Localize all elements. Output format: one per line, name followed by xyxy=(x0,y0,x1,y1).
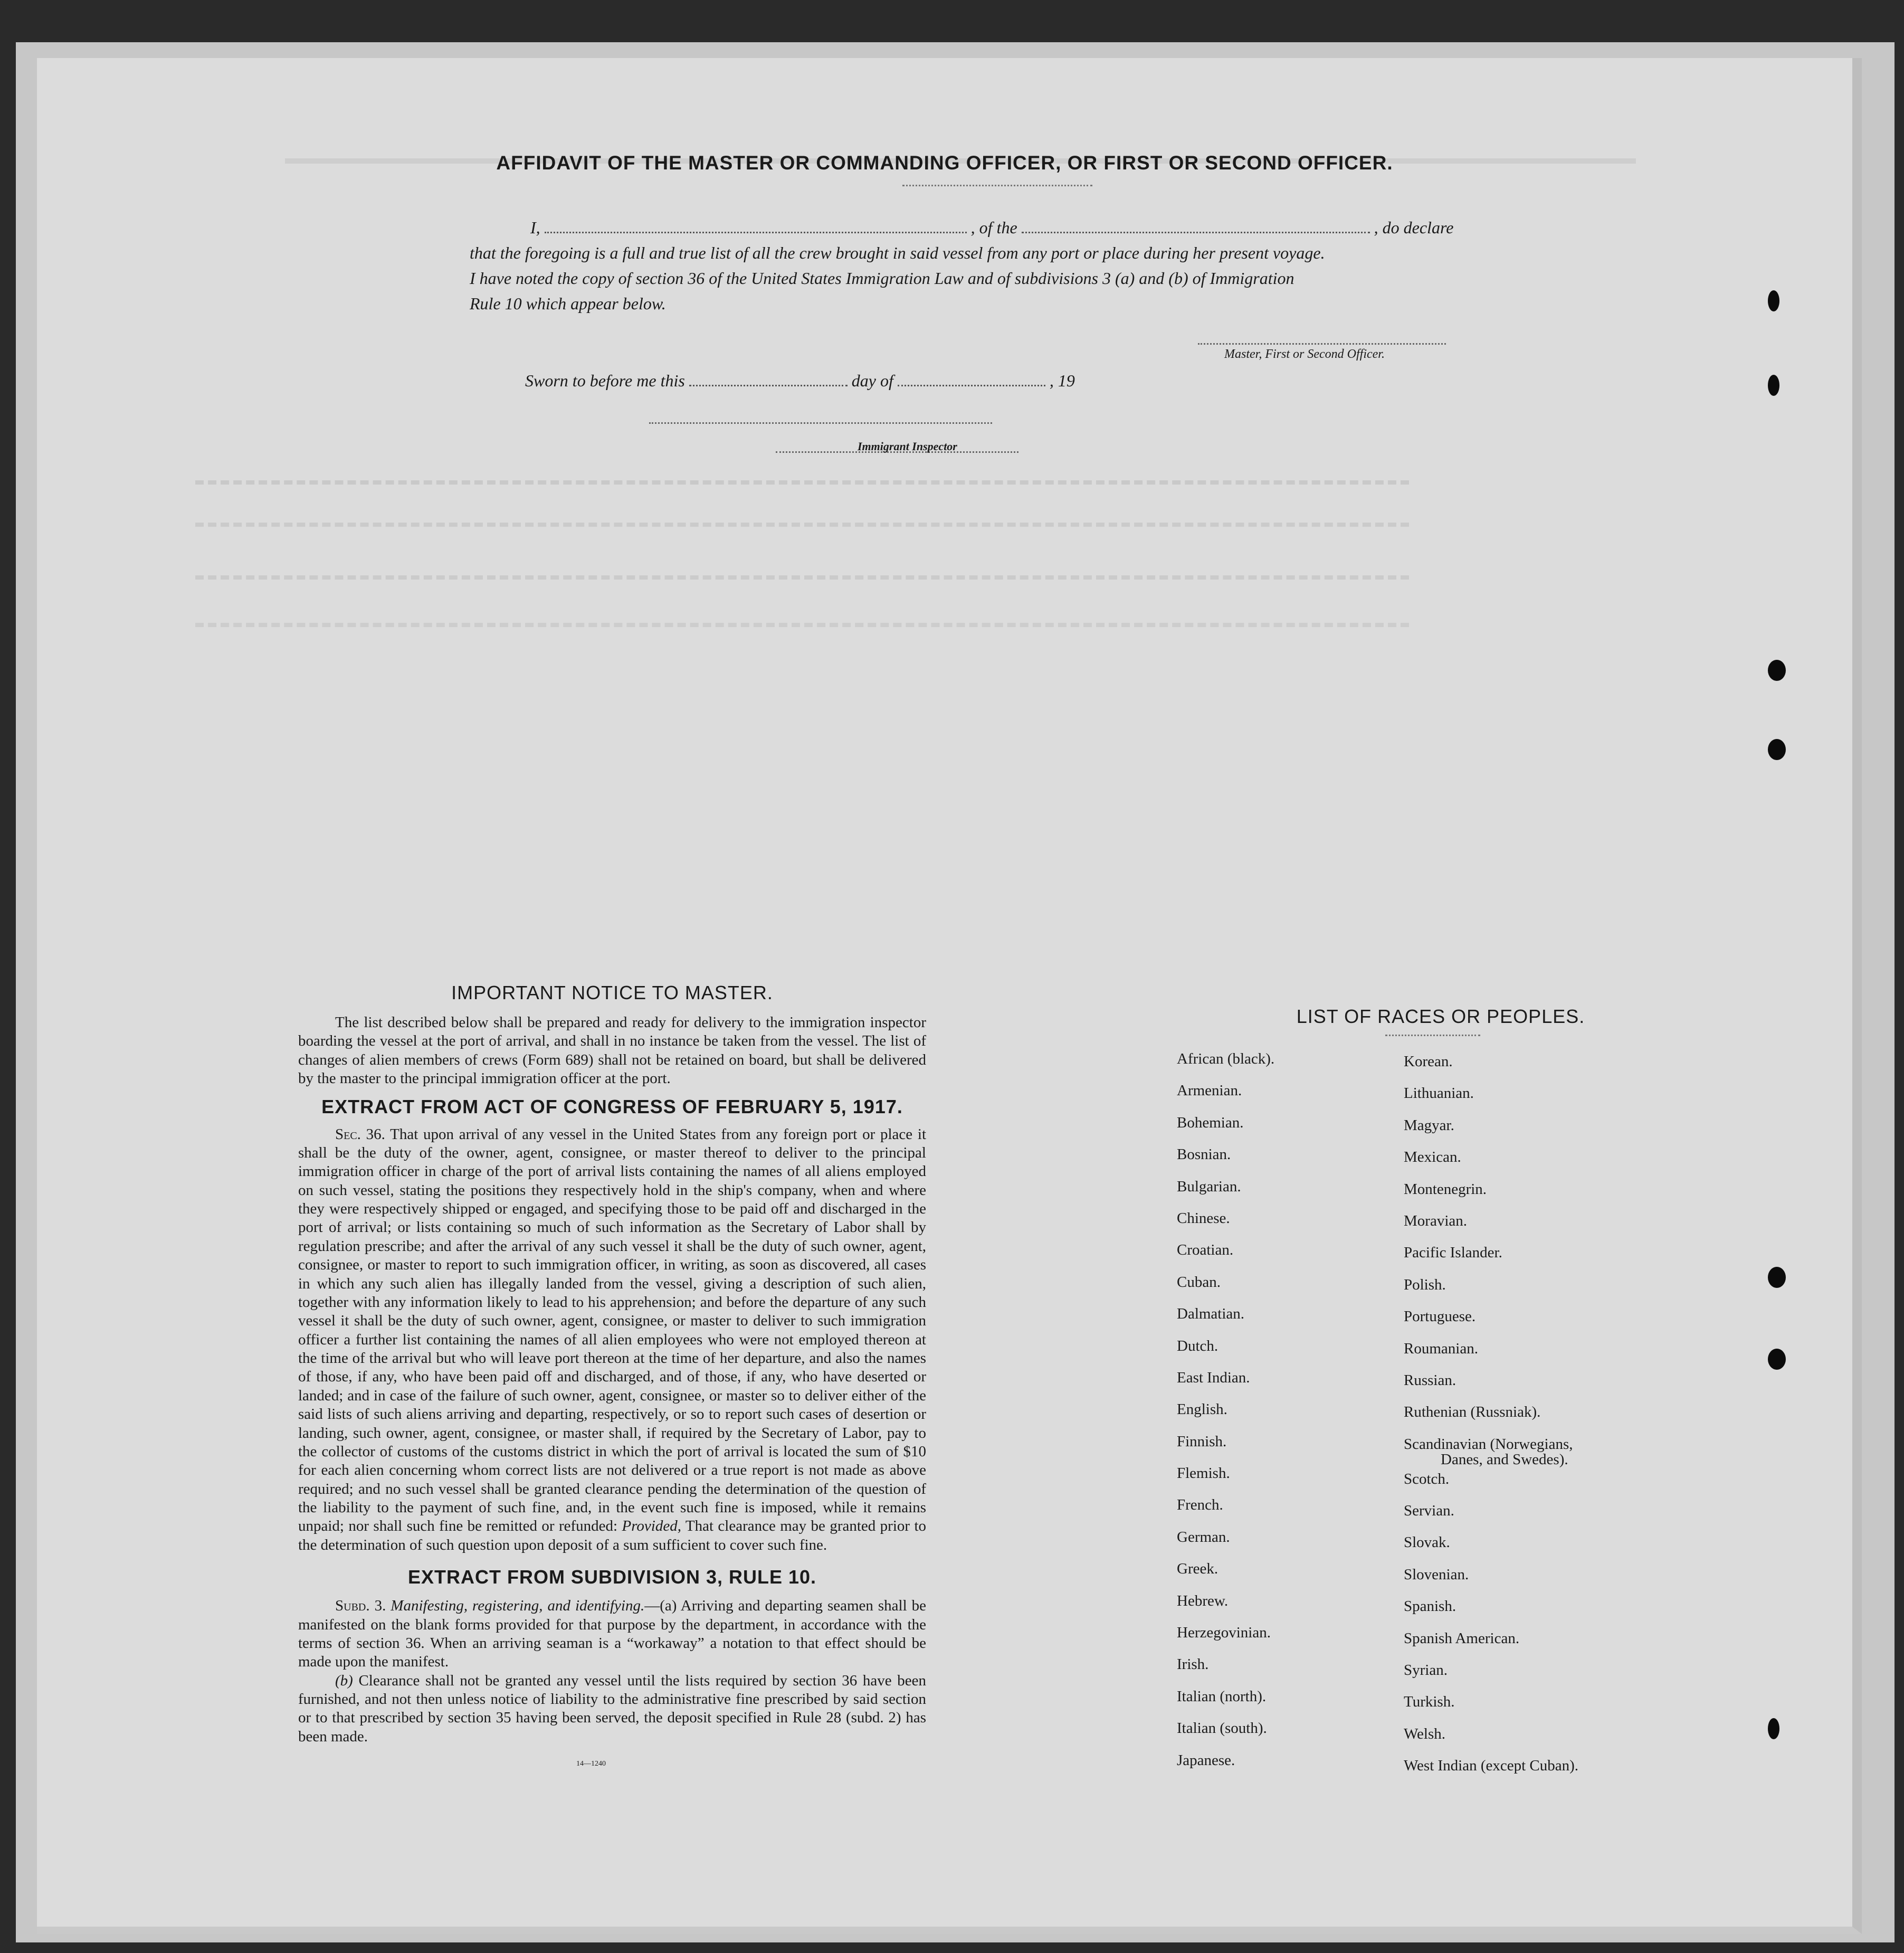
affidavit-of-the: , of the xyxy=(970,218,1017,237)
race-item: Italian (north). xyxy=(1177,1687,1267,1705)
punch-hole xyxy=(1768,375,1779,396)
subd-3-a-text: —(a) Arriving and departing seamen shall be manifested on the blank forms provided for that purpose by the department, in accordance with the terms of section 36. When an arriving seaman is a “workaway” a notation to that effect should be made upon the manifest. xyxy=(298,1597,926,1671)
race-item: Armenian. xyxy=(1177,1082,1242,1099)
provided-word: Provided, xyxy=(622,1518,681,1535)
day-of-label: day of xyxy=(851,371,893,390)
race-item: Chinese. xyxy=(1177,1209,1230,1227)
sec-36-tail: That clearance may be granted prior to the determination of such question upon deposit of a sum sufficient to cover such fine. xyxy=(298,1518,926,1553)
race-item: French. xyxy=(1177,1496,1223,1514)
race-item: Scotch. xyxy=(1404,1470,1450,1487)
year-label: , 19 xyxy=(1049,371,1075,390)
race-item: Moravian. xyxy=(1404,1212,1467,1229)
subd-3-b-text: Clearance shall not be granted any vessel until the lists required by section 36 have been furnished, and not then unless notice of liability to the administrative fine prescribed by said section or to that prescribed by section 35 having been served, the deposit specified in Rule 28 (subd. 2) has been made. xyxy=(298,1672,927,1745)
race-item: East Indian. xyxy=(1177,1369,1250,1386)
race-item: Herzegovinian. xyxy=(1177,1624,1271,1642)
affidavit-i: I, xyxy=(530,218,540,237)
race-item: Bulgarian. xyxy=(1177,1178,1241,1195)
race-item: Spanish. xyxy=(1404,1598,1456,1615)
race-item: Italian (south). xyxy=(1177,1720,1267,1737)
notice-body xyxy=(298,1013,926,1088)
race-item: Cuban. xyxy=(1177,1273,1221,1291)
inspector-label: Immigrant Inspector xyxy=(858,440,957,453)
race-item: Turkish. xyxy=(1404,1693,1455,1711)
race-item: Dalmatian. xyxy=(1177,1305,1245,1323)
affidavit-line-3: I have noted the copy of section 36 of the United States Immigration Law and of subdivisions 3 (a) and (b) of Immigration xyxy=(470,269,1294,288)
race-item: Syrian. xyxy=(1404,1662,1448,1679)
act-extract-title: EXTRACT FROM ACT OF CONGRESS OF FEBRUARY 5, 1917. xyxy=(321,1095,903,1117)
act-extract-body xyxy=(298,1125,926,1555)
race-item: Finnish. xyxy=(1177,1433,1227,1450)
punch-hole xyxy=(1768,290,1779,311)
notice-text: The list described below shall be prepared and ready for delivery to the immigration inspector boarding the vessel at the port of arrival, and shall in no instance be taken from the vessel. The list of changes of alien members of crews (Form 689) shall not be retained on board, but shall be delivered by the master to the principal immigration officer at the port. xyxy=(298,1014,926,1087)
affidavit-line-2: that the foregoing is a full and true list of all the crew brought in said vessel from any port or place during her present voyage. xyxy=(470,243,1325,262)
race-item: Irish. xyxy=(1177,1656,1209,1673)
race-item: Bohemian. xyxy=(1177,1114,1244,1131)
race-item: Welsh. xyxy=(1404,1725,1446,1742)
race-item: Slovak. xyxy=(1404,1534,1450,1551)
month-field[interactable] xyxy=(898,385,1045,386)
race-item: Slovenian. xyxy=(1404,1566,1469,1583)
bleed-through-row xyxy=(195,523,1409,537)
bleed-through-row xyxy=(195,623,1409,638)
races-title: LIST OF RACES OR PEOPLES. xyxy=(1296,1006,1585,1027)
sworn-label: Sworn to before me this xyxy=(525,371,685,390)
race-item: Lithuanian. xyxy=(1404,1085,1474,1102)
master-signature-line[interactable] xyxy=(1198,343,1446,345)
race-item: Croatian. xyxy=(1177,1241,1234,1259)
punch-hole xyxy=(1768,1349,1786,1370)
notice-section xyxy=(298,982,926,1768)
race-item: Servian. xyxy=(1404,1502,1454,1520)
subd-3-label: Subd. 3. xyxy=(335,1597,386,1615)
master-name-field[interactable] xyxy=(545,232,967,233)
race-item: Scandinavian (Norwegians, Danes, and Swedes). xyxy=(1404,1436,1678,1471)
race-item: African (black). xyxy=(1177,1050,1275,1067)
race-item: Ruthenian (Russniak). xyxy=(1404,1404,1541,1421)
race-item: Flemish. xyxy=(1177,1465,1230,1482)
affidavit-title: AFFIDAVIT OF THE MASTER OR COMMANDING OFFICER, OR FIRST OR SECOND OFFICER. xyxy=(496,152,1393,174)
master-signature-label: Master, First or Second Officer. xyxy=(1224,347,1385,361)
race-item: Spanish American. xyxy=(1404,1629,1520,1647)
race-item-continuation: Danes, and Swedes). xyxy=(1441,1450,1568,1468)
affidavit-line-1 xyxy=(530,216,1533,239)
races-title-underline xyxy=(1385,1035,1480,1036)
race-item: Dutch. xyxy=(1177,1337,1218,1354)
race-item: Mexican. xyxy=(1404,1149,1461,1166)
race-item: Portuguese. xyxy=(1404,1308,1476,1325)
races-right-column xyxy=(1404,1053,1678,1789)
sec-36-label: Sec. 36. xyxy=(335,1125,385,1143)
inspector-signature-line[interactable] xyxy=(649,422,992,424)
affidavit-line-4: Rule 10 which appear below. xyxy=(470,294,666,313)
race-item: Polish. xyxy=(1404,1276,1446,1293)
race-item: West Indian (except Cuban). xyxy=(1404,1757,1579,1775)
form-number: 14—1240 xyxy=(576,1760,606,1768)
subd-3-b-label: (b) xyxy=(335,1672,353,1689)
punch-hole xyxy=(1768,660,1786,681)
rule-extract-title: EXTRACT FROM SUBDIVISION 3, RULE 10. xyxy=(407,1566,817,1588)
affidavit-do-declare: , do declare xyxy=(1374,218,1454,237)
race-item: German. xyxy=(1177,1528,1230,1546)
race-item: Greek. xyxy=(1177,1560,1218,1578)
race-item: Bosnian. xyxy=(1177,1146,1231,1163)
race-item: Hebrew. xyxy=(1177,1592,1229,1609)
punch-hole xyxy=(1768,1267,1786,1288)
race-item: Korean. xyxy=(1404,1053,1453,1070)
punch-hole xyxy=(1768,1718,1779,1739)
race-item: Roumanian. xyxy=(1404,1340,1478,1357)
title-underline xyxy=(902,185,1092,186)
race-item: Magyar. xyxy=(1404,1116,1454,1134)
bleed-through-row xyxy=(195,575,1409,590)
race-item: Russian. xyxy=(1404,1371,1456,1389)
race-item: English. xyxy=(1177,1401,1227,1418)
races-left-column xyxy=(1177,1050,1398,1784)
subd-3-heading: Manifesting, registering, and identifying. xyxy=(391,1597,645,1615)
race-item: Japanese. xyxy=(1177,1751,1235,1769)
notice-title: IMPORTANT NOTICE TO MASTER. xyxy=(451,982,773,1003)
sec-36-text: That upon arrival of any vessel in the United States from any foreign port or place it shall be the duty of the owner, agent, consignee, or master thereof to deliver to the principal immigration officer in charge of the port of arrival lists containing the names of all aliens employed on such vessel, stating the positions they respectively hold in the ship's company, when and where they were respectively shipped or engaged, and specifying those to be paid off and discharged in the port of arrival; or lists containing so much of such information as the Secretary of Labor shall by regulation prescribe; and after the arrival of any such vessel it shall be the duty of such owner, agent, consignee, or master to report to such immigration officer, in writing, as soon as discovered, all cases in which any such alien has illegally landed from the vessel, giving a description of such alien, together with any information likely to lead to his apprehension; and before the departure of any such vessel it shall be the duty of such owner, agent, consignee, or master to deliver to such immigration officer a further list containing the names of all alien employees who were not employed thereon at the time of the arrival but who will leave port thereon at the time of her departure, and also the names of those, if any, who have been paid off and discharged, and of those, if any, who have deserted or landed; and in case of the failure of such owner, agent, consignee, or master so to deliver either of the said lists of such aliens arriving and departing, respectively, or so to report such cases of desertion or landing, such owner, agent, consignee, or master shall, if required by the Secretary of Labor, pay to the collector of customs of the customs district in which the port of arrival is located the sum of $10 for each alien concerning whom correct lists are not delivered or a true report is not made as above required; and no such vessel shall be granted clearance pending the determination of the question of the liability to the payment of such fine, and, in the event such fine is imposed, while it remains unpaid; nor shall such fine be remitted or refunded: xyxy=(298,1125,927,1535)
bleed-through-row xyxy=(195,480,1409,495)
sworn-date-field[interactable] xyxy=(689,385,848,386)
punch-hole xyxy=(1768,739,1786,760)
sworn-line xyxy=(525,369,1211,392)
race-item: Montenegrin. xyxy=(1404,1180,1487,1198)
rule-extract-body xyxy=(298,1597,926,1746)
document-page xyxy=(37,58,1862,1934)
race-item: Pacific Islander. xyxy=(1404,1244,1502,1262)
vessel-name-field[interactable] xyxy=(1022,232,1370,233)
